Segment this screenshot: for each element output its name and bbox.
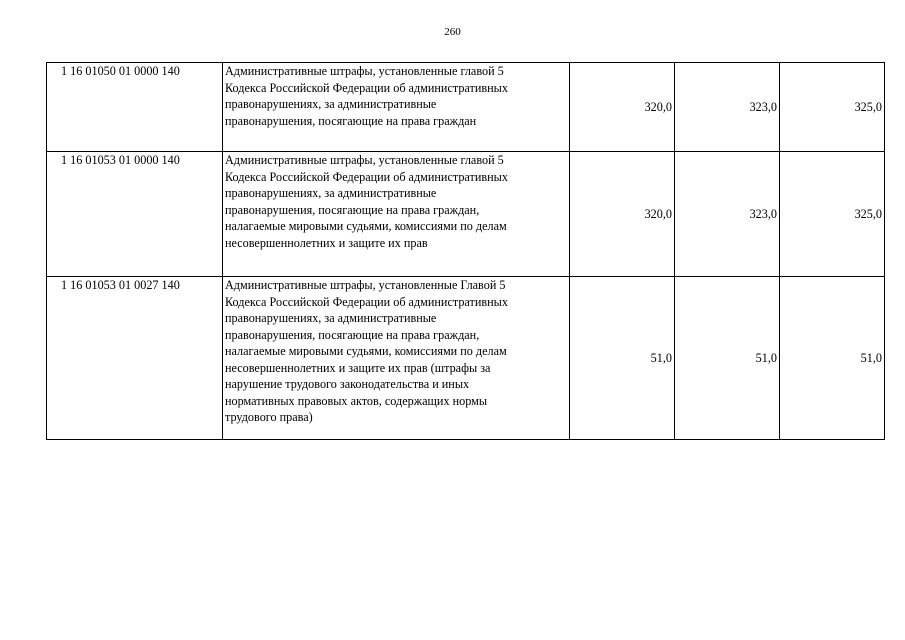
description-line: Административные штрафы, установленные главой 5 [225,153,504,167]
description-line: правонарушениях, за административные [225,97,437,111]
description-line: налагаемые мировыми судьями, комиссиями по делам [225,219,507,233]
amount-cell: 323,0 [675,63,780,152]
description-line: несовершеннолетних и защите их прав [225,235,428,250]
description-line: нормативных правовых актов, содержащих нормы [225,393,488,408]
description-line: Административные штрафы, установленные Главой 5 [225,278,506,292]
description-line: Кодекса Российской Федерации об административных [225,294,508,309]
budget-code-cell: 1 16 01053 01 0000 140 [47,152,223,277]
description-cell [223,277,570,440]
description-line: Кодекса Российской Федерации об административных [225,80,508,95]
amount-cell: 325,0 [780,63,885,152]
description-cell [223,63,570,152]
amount-cell: 320,0 [570,152,675,277]
table-row [47,63,885,152]
description-line: нарушение трудового законодательства и иных [225,377,470,391]
amount-cell: 51,0 [780,277,885,440]
description-line: правонарушениях, за административные [225,311,437,325]
description-line: правонарушениях, за административные [225,186,437,200]
description-line: Кодекса Российской Федерации об административных [225,169,508,184]
amount-cell: 51,0 [675,277,780,440]
description-line: правонарушения, посягающие на права граждан, [225,327,480,342]
amount-cell: 320,0 [570,63,675,152]
description-line: трудового права) [225,410,313,424]
description-cell [223,152,570,277]
page-number: 260 [444,26,461,38]
amount-cell: 323,0 [675,152,780,277]
amount-cell: 51,0 [570,277,675,440]
description-line: несовершеннолетних и защите их прав (штрафы за [225,360,491,375]
description-line: налагаемые мировыми судьями, комиссиями по делам [225,344,507,358]
description-line: правонарушения, посягающие на права граждан, [225,202,480,217]
budget-code-cell: 1 16 01050 01 0000 140 [47,63,223,152]
revenue-table [46,62,885,440]
amount-cell: 325,0 [780,152,885,277]
table-row [47,152,885,277]
description-line: Административные штрафы, установленные главой 5 [225,64,504,78]
table-row [47,277,885,440]
description-line: правонарушения, посягающие на права граждан [225,113,477,128]
budget-code-cell: 1 16 01053 01 0027 140 [47,277,223,440]
